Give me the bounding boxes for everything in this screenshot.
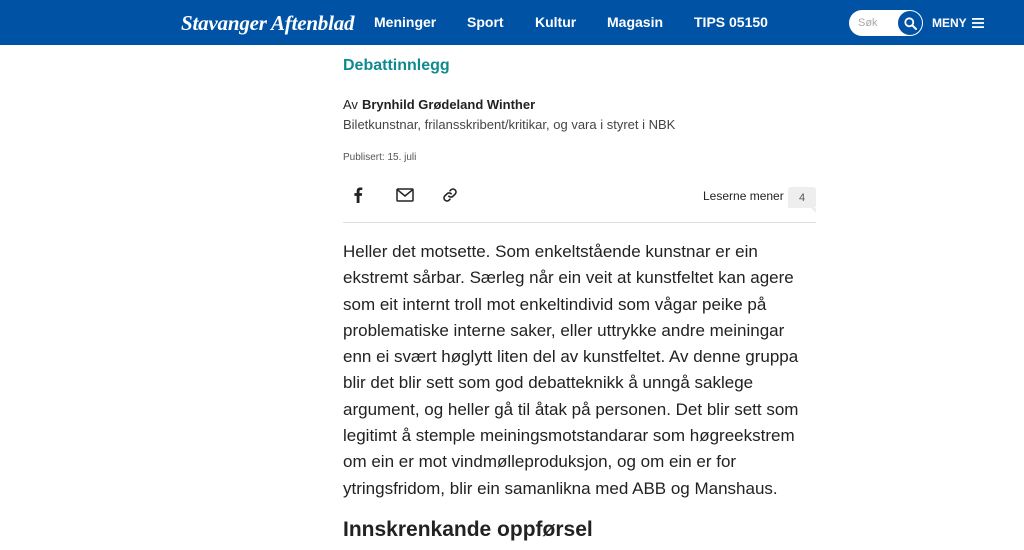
site-logo[interactable]: Stavanger Aftenblad [181,11,355,35]
hamburger-icon [972,18,984,28]
article-body [343,239,823,502]
byline-prefix: Av [343,97,358,112]
body-line: ytringsfridom, blir ein samanlikna med ABB og Manshaus. [343,478,778,498]
body-line: Heller det motsette. Som enkeltstående kunstnar er ein [343,242,758,261]
comment-count-badge[interactable]: 4 [788,187,816,208]
author-role: Biletkunstnar, frilansskribent/kritikar, og vara i styret i NBK [343,117,676,132]
top-navigation-bar [0,0,1024,45]
share-link-button[interactable] [438,183,462,207]
nav-item-magasin[interactable]: Magasin [607,14,664,30]
body-line: legitimt å stemple meiningsmotstandarar som høgreekstrem [343,426,795,446]
facebook-icon [353,187,363,203]
body-line: om ein er mot vindmølleproduksjon, og om ein er for [343,452,737,472]
body-line: problematiske interne saker, eller uttrykke andre meiningar [343,320,785,340]
body-line: ekstremt sårbar. Særleg når ein veit at kunstfeltet kan agere [343,268,794,288]
share-email-button[interactable] [393,183,417,207]
share-facebook-button[interactable] [346,183,370,207]
body-line: som eit internt troll mot enkeltindivid som vågar peike på [343,294,767,314]
link-icon [442,187,458,203]
nav-item-sport[interactable]: Sport [467,14,504,30]
divider [343,222,816,223]
byline [343,97,535,112]
body-line: blir det blir sett som god debatteknikk å unngå saklege [343,373,754,393]
search-icon [904,17,917,30]
nav-item-tips[interactable]: TIPS 05150 [694,14,768,30]
mail-icon [396,188,414,202]
search-input[interactable] [858,14,896,32]
body-line: enn ei svært høglytt liten del av kunstfeltet. Av denne gruppa [343,347,799,367]
menu-label: MENY [932,16,967,30]
body-line: argument, og heller gå til åtak på personen. Det blir sett som [343,399,799,419]
menu-button[interactable] [932,15,984,31]
section-subheading: Innskrenkande oppførsel [343,518,593,541]
article-kicker: Debattinnlegg [343,57,450,74]
search-box [849,10,923,36]
nav-item-meninger[interactable]: Meninger [374,14,437,30]
readers-opinion-link[interactable]: Leserne mener [703,189,784,203]
published-date: Publisert: 15. juli [343,152,417,163]
nav-item-kultur[interactable]: Kultur [535,14,577,30]
author-name[interactable]: Brynhild Grødeland Winther [361,97,536,112]
search-button[interactable] [898,11,922,35]
